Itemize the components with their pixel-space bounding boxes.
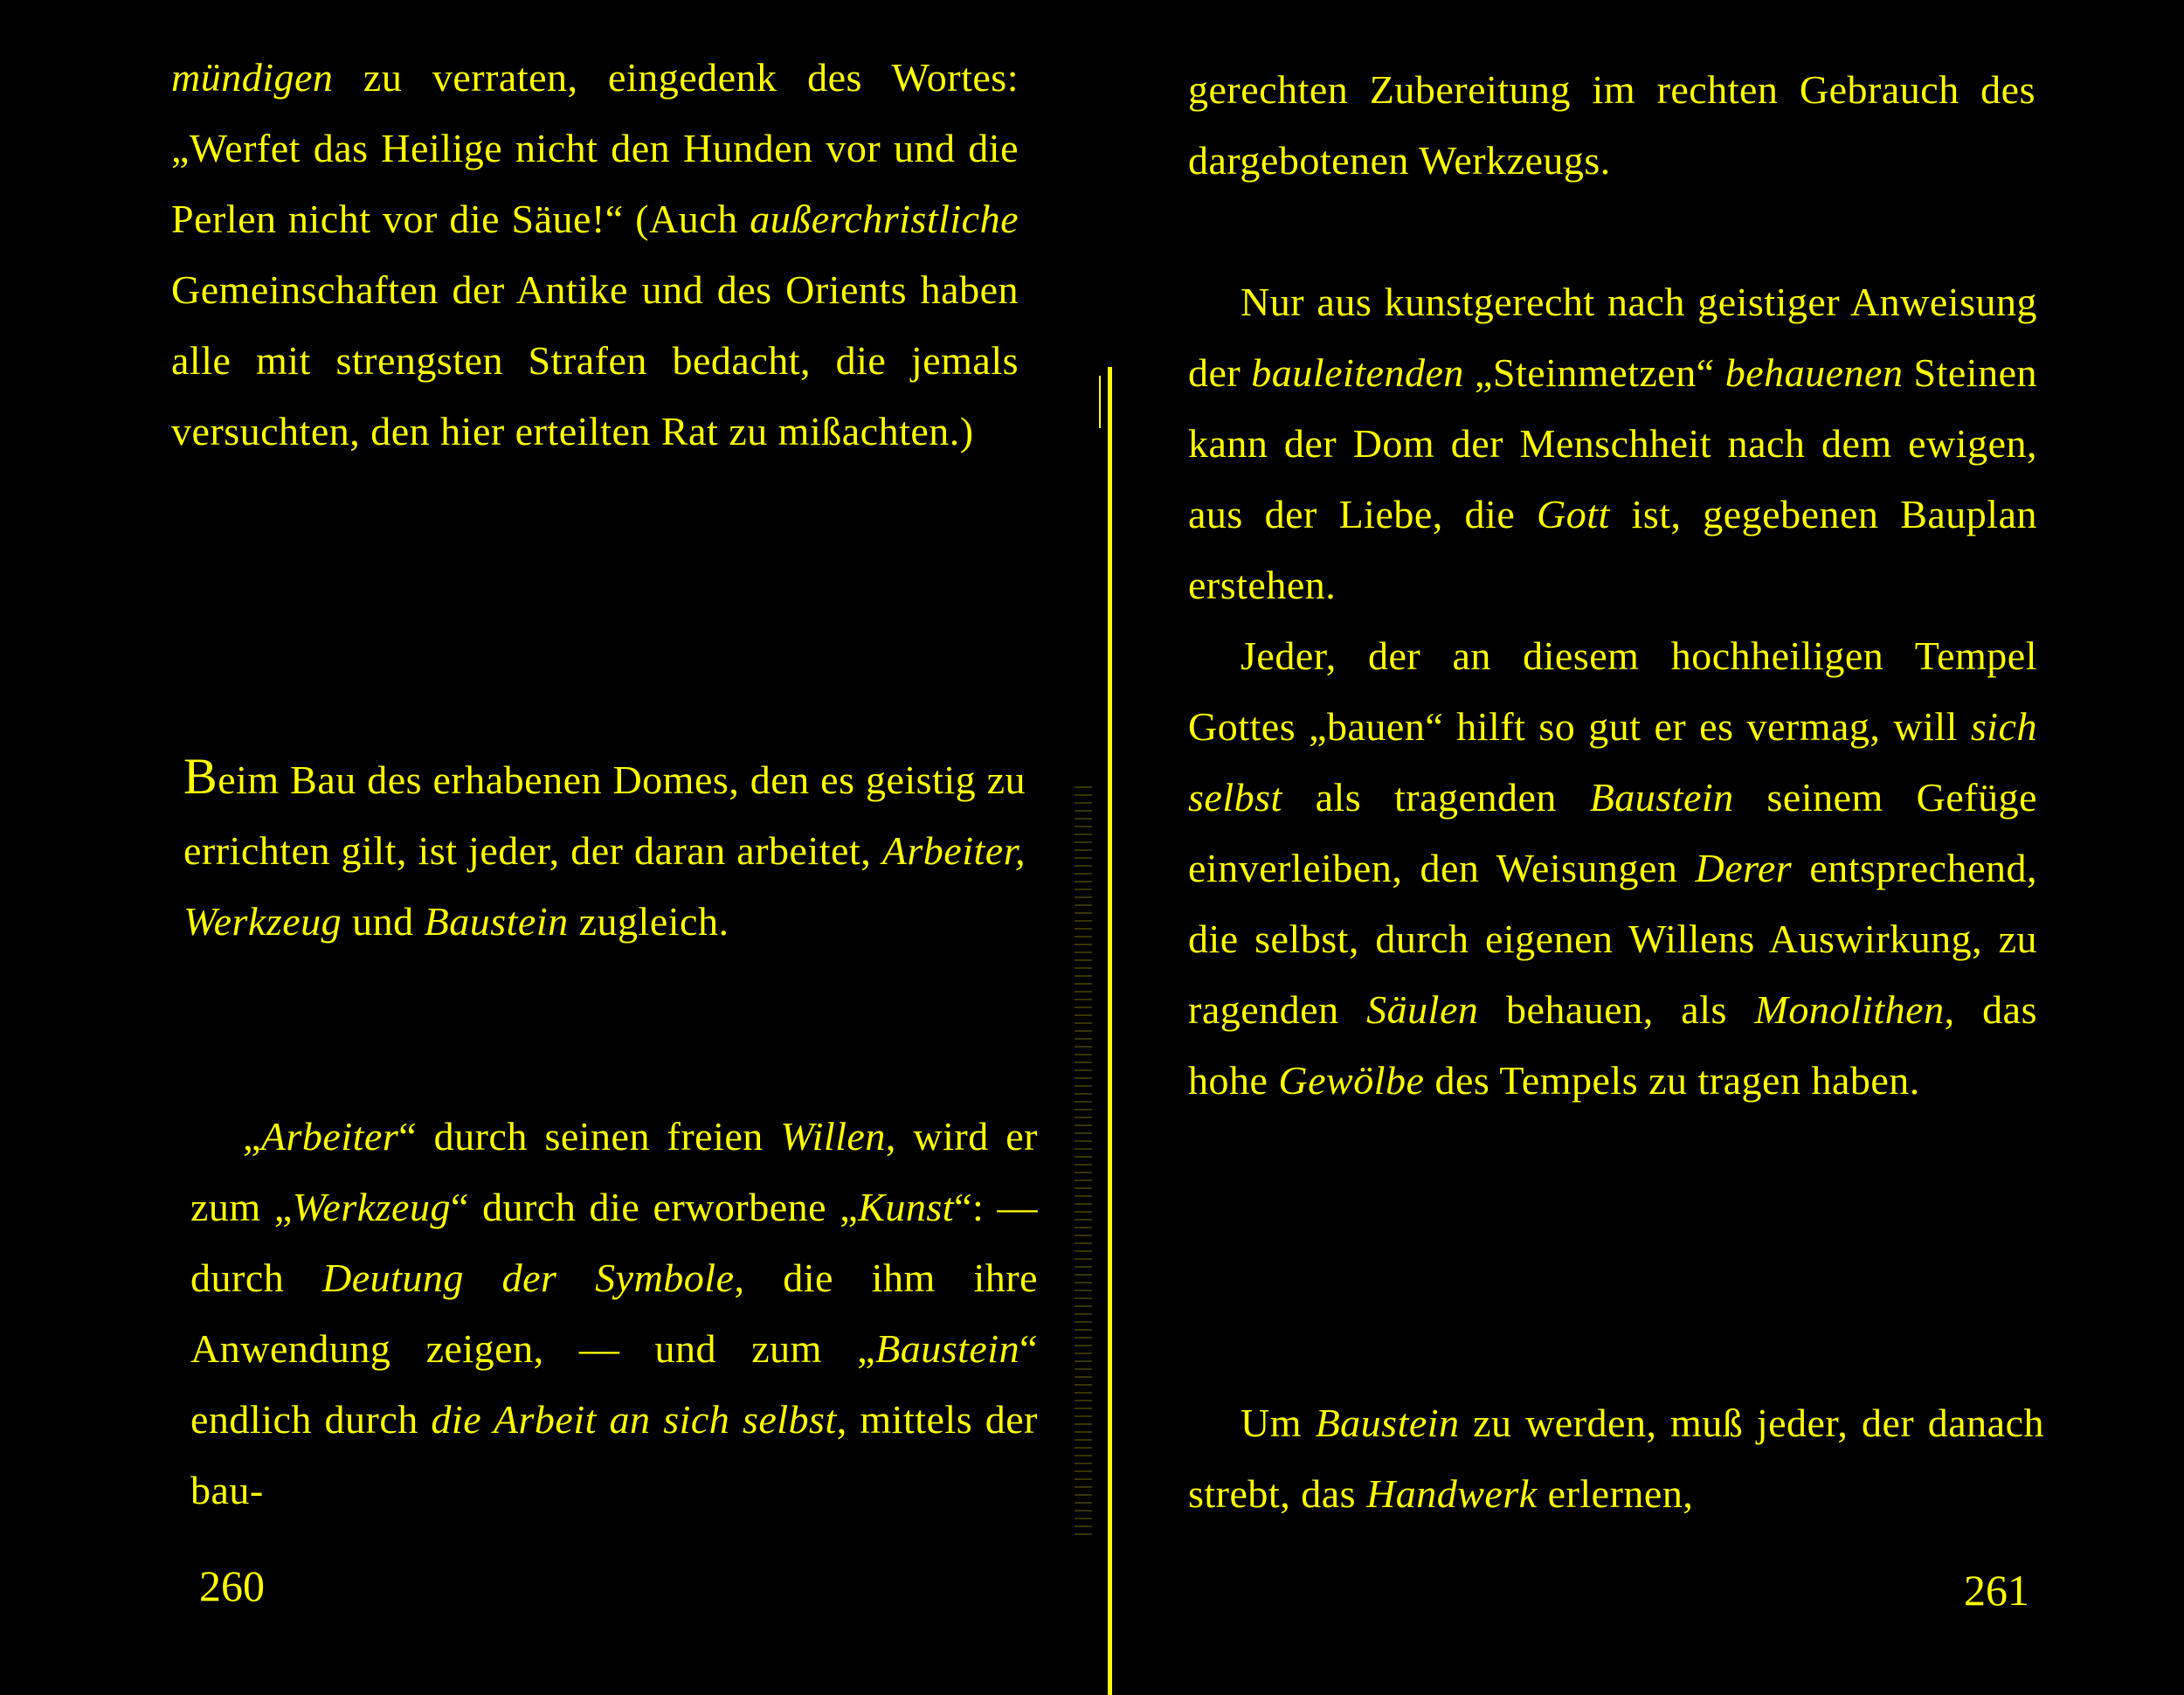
italic-text: behauenen <box>1724 350 1904 395</box>
italic-text: Arbeiter <box>260 1114 399 1159</box>
body-text: zu werden, muß jeder, der danach strebt, das <box>1188 1401 2045 1516</box>
body-text: , wird er zum „ <box>190 1114 1038 1229</box>
body-text: zugleich. <box>568 899 729 944</box>
body-text: Gemeinschaften der Antike und des Orients haben alle mit strengsten Strafen bedacht, die jemals versuchten, den hier erteilten Rat zu mißachten.) <box>171 267 1019 453</box>
italic-text: Gewölbe <box>1278 1058 1425 1103</box>
body-text: “: — durch <box>190 1185 1038 1300</box>
gutter-mark <box>1099 376 1101 428</box>
body-text: Um <box>1241 1401 1316 1445</box>
body-text: behauen, als <box>1478 987 1755 1032</box>
page-number-left: 260 <box>199 1561 265 1610</box>
italic-text: Werkzeug <box>292 1185 451 1229</box>
body-text: „Steinmetzen“ <box>1463 350 1725 395</box>
italic-text: bauleitenden <box>1251 350 1464 395</box>
body-text: und <box>342 899 425 944</box>
body-text: , das hohe <box>1188 987 2037 1103</box>
book-gutter-line <box>1108 367 1112 1695</box>
initial-letter: B <box>183 748 218 805</box>
italic-text: Baustein <box>875 1326 1020 1371</box>
page-number-right: 261 <box>1964 1566 2029 1615</box>
gutter-scan-noise <box>1075 786 1092 1538</box>
body-text: erlernen, <box>1537 1471 1694 1516</box>
italic-text: Arbeiter, Werkzeug <box>183 828 1026 944</box>
body-text: “ durch seinen freien <box>398 1114 781 1159</box>
body-text: seinem Gefüge einverleiben, den Weisungen <box>1188 775 2037 890</box>
body-text: als tragenden <box>1282 775 1590 820</box>
right-paragraph-4 <box>1188 1387 2044 1529</box>
body-text: Jeder, der an diesem hochheiligen Tempel Gottes „bauen“ hilft so gut er es vermag, will <box>1188 633 2037 749</box>
italic-text: Baustein <box>1315 1401 1460 1445</box>
italic-text: mündigen <box>171 55 334 100</box>
right-paragraph-2 <box>1188 266 2037 1116</box>
italic-text: Monolithen <box>1754 987 1945 1032</box>
left-paragraph-1 <box>171 42 1019 467</box>
italic-text: Deutung der Symbole <box>321 1256 735 1300</box>
italic-text: Derer <box>1695 846 1793 890</box>
italic-text: Kunst <box>858 1185 955 1229</box>
body-text: , mittels der bau- <box>190 1397 1038 1512</box>
italic-text: Baustein <box>1589 775 1734 820</box>
italic-text: Handwerk <box>1366 1471 1538 1516</box>
body-text: , die ihm ihre Anwendung zeigen, — und zum „ <box>190 1256 1038 1371</box>
italic-text: Baustein <box>424 899 569 944</box>
left-paragraph-2 <box>183 741 1026 957</box>
italic-text: außerchristliche <box>750 197 1019 241</box>
italic-text: Gott <box>1537 492 1610 536</box>
italic-text: die Arbeit an sich selbst <box>431 1397 837 1442</box>
body-text: Steinen kann der Dom der Menschheit nach dem ewigen, aus der Liebe, die <box>1188 350 2037 536</box>
body-text: Nur aus kunstgerecht nach geistiger Anweisung der <box>1188 280 2037 395</box>
body-text: „ <box>243 1114 261 1159</box>
body-text: “ durch die erworbene „ <box>450 1185 859 1229</box>
body-text: des Tempels zu tragen haben. <box>1424 1058 1920 1103</box>
body-text: zu verraten, eingedenk des Wortes: „Werfet das Heilige nicht den Hunden vor und die Perlen nicht vor die Säue!“ (Auch <box>171 55 1019 241</box>
italic-text: sich selbst <box>1188 704 2037 820</box>
right-paragraph-1 <box>1188 54 2035 196</box>
body-text: “ endlich durch <box>190 1326 1038 1442</box>
body-text: gerechten Zubereitung im rechten Gebrauch des dargebotenen Werkzeugs. <box>1188 67 2035 183</box>
italic-text: Säulen <box>1366 987 1479 1032</box>
italic-text: Willen <box>780 1114 886 1159</box>
left-paragraph-3 <box>190 1101 1038 1526</box>
body-text: eim Bau des erhabenen Domes, den es geistig zu errichten gilt, ist jeder, der daran arbeitet, <box>183 758 1026 873</box>
body-text: entsprechend, die selbst, durch eigenen Willens Auswirkung, zu ragenden <box>1188 846 2037 1032</box>
body-text: ist, gegebenen Bauplan erstehen. <box>1188 492 2037 607</box>
